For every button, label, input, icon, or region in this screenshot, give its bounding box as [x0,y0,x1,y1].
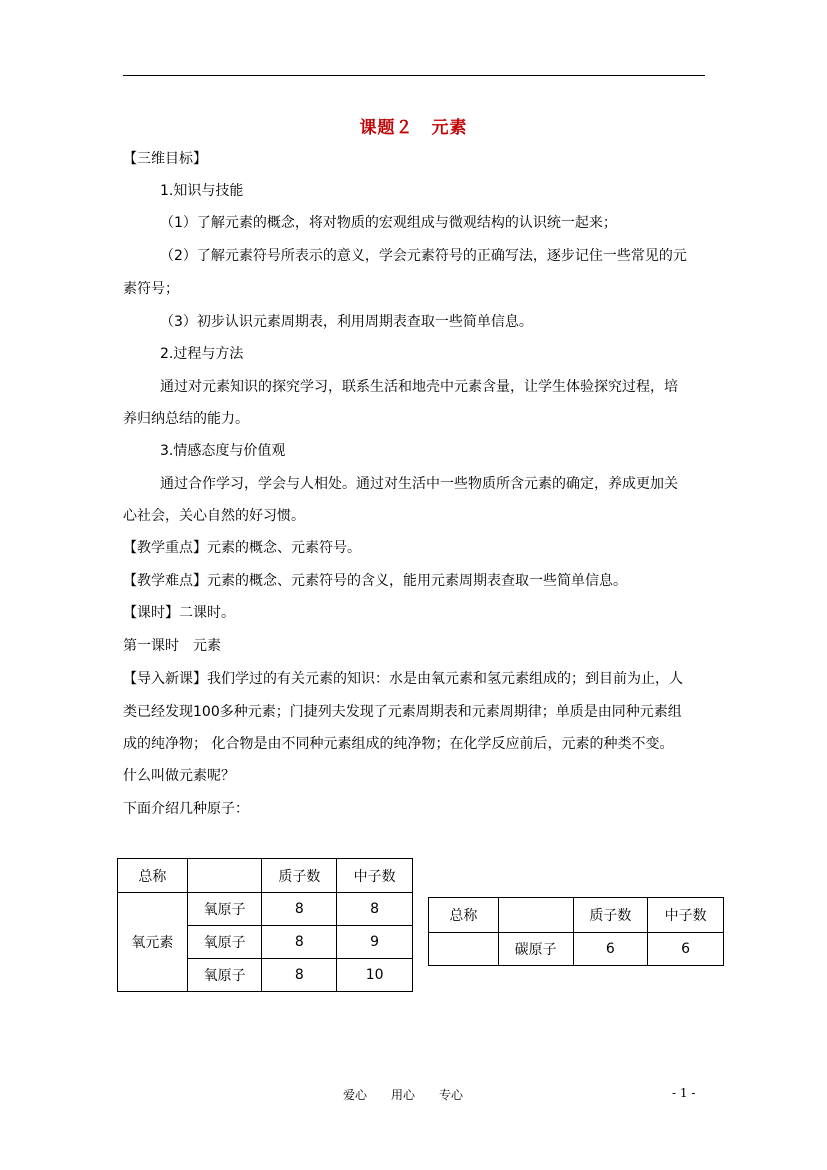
text-line: 【三维目标】 [123,151,207,167]
table-header-cell: 质子数 [262,859,337,893]
text-line: 2.过程与方法 [160,346,244,362]
text-line: 【导入新课】我们学过的有关元素的知识：水是由氧元素和氢元素组成的；到目前为止，人 [123,671,683,687]
page-number: - 1 - [672,1086,696,1100]
table-cell: 氧原子 [187,959,262,992]
table-header-row [429,898,724,933]
table-header-row [118,859,413,893]
text-line: （1）了解元素的概念，将对物质的宏观组成与微观结构的认识统一起来； [160,215,617,231]
table-cell: 10 [337,959,413,992]
text-line: 素符号； [123,281,179,297]
table-row [429,933,724,966]
table-group-cell: 氧元素 [118,893,188,992]
table-header-cell [187,859,262,893]
table-cell: 氧原子 [187,926,262,959]
table-header-cell: 中子数 [648,898,724,933]
text-line: 【教学难点】元素的概念、元素符号的含义，能用元素周期表查取一些简单信息。 [123,573,627,589]
text-line: 3.情感态度与价值观 [160,443,286,459]
table-cell: 8 [262,893,337,926]
text-line: 【课时】二课时。 [123,605,235,621]
table-cell: 氧原子 [187,893,262,926]
text-line: 成的纯净物； 化合物是由不同种元素组成的纯净物；在化学反应前后，元素的种类不变。 [123,736,674,752]
table-cell: 6 [648,933,724,966]
text-line: 下面介绍几种原子： [123,801,249,817]
text-line: 【教学重点】元素的概念、元素符号。 [123,540,361,556]
table-header-cell: 总称 [429,898,499,933]
table-cell: 碳原子 [498,933,573,966]
text-line: （2）了解元素符号所表示的意义，学会元素符号的正确写法，逐步记住一些常见的元 [160,248,687,264]
table-header-cell: 质子数 [573,898,648,933]
table-cell: 8 [337,893,413,926]
header-rule [123,75,705,76]
text-line: 什么叫做元素呢？ [123,768,235,784]
oxygen-atoms-table [117,858,413,992]
carbon-atom-table [428,897,724,966]
table-cell: 8 [262,959,337,992]
table-cell: 6 [573,933,648,966]
table-header-cell [498,898,573,933]
table-cell [429,933,499,966]
table-header-cell: 总称 [118,859,188,893]
text-line: 类已经发现100多种元素；门捷列夫发现了元素周期表和元素周期律；单质是由同种元素组 [123,704,682,720]
table-cell: 8 [262,926,337,959]
table-cell: 9 [337,926,413,959]
text-line: 通过合作学习，学会与人相处。通过对生活中一些物质所含元素的确定，养成更加关 [160,476,678,492]
text-line: 心社会，关心自然的好习惯。 [123,508,305,524]
footer-motto: 爱心 用心 专心 [343,1088,464,1102]
text-line: 第一课时 元素 [123,638,221,654]
text-line: （3）初步认识元素周期表，利用周期表查取一些简单信息。 [160,314,533,330]
text-line: 通过对元素知识的探究学习，联系生活和地壳中元素含量，让学生体验探究过程，培 [160,379,678,395]
table-header-cell: 中子数 [337,859,413,893]
table-row [118,893,413,926]
text-line: 1.知识与技能 [160,183,244,199]
text-line: 养归纳总结的能力。 [123,411,249,427]
page-title: 课题２ 元素 [359,118,468,138]
